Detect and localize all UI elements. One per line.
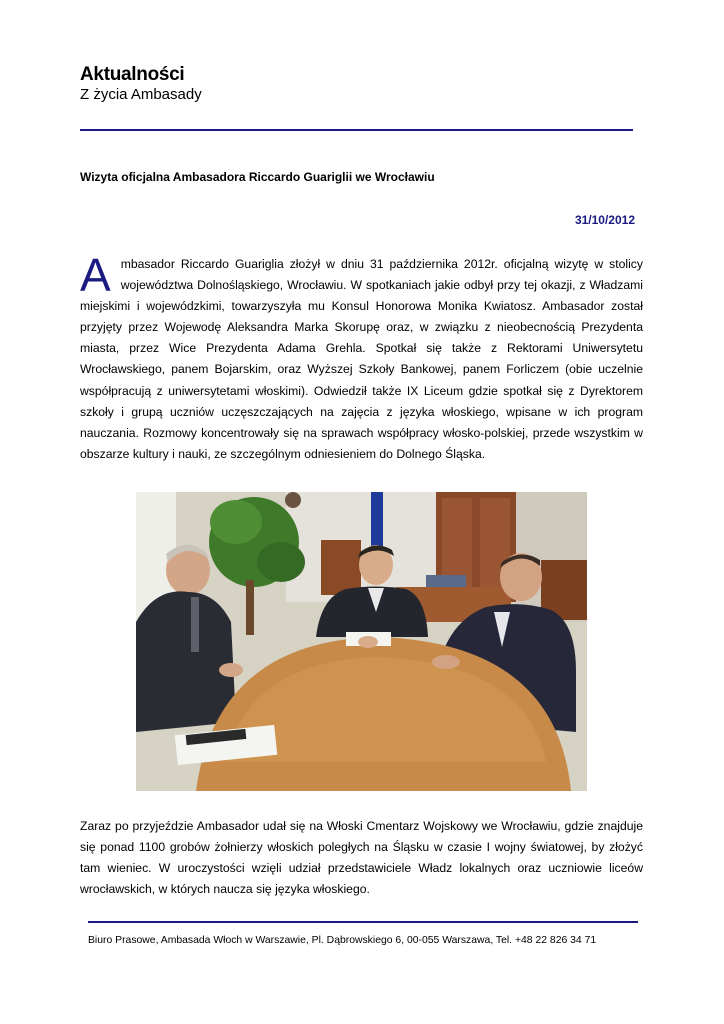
article-paragraph-2: Zaraz po przyjeździe Ambasador udał się na Włoski Cmentarz Wojskowy we Wrocławiu, gdzie znajduje się ponad 1100 grobów żołnierzy włoskich poległych na Śląsku w czasie I wojny światowej, by złożyć tam wieniec. W uroczystości wzięli udział przedstawiciele Władz lokalnych oraz uczniowie liceów wrocławskich, w których naucza się języka włoskiego. <box>80 819 643 897</box>
paragraph-1-text: mbasador Riccardo Guariglia złożył w dniu 31 października 2012r. oficjalną wizytę w stolicy województwa Dolnośląskiego, Wrocławiu. W spotkaniach jakie odbył przy tej okazji, z Władzami miejskimi i wojewódzkimi, towarzyszyła mu Konsul Honorowa Monika Kwiatosz. Ambasador został przyjęty przez Wojewodę Aleksandra Marka Skorupę oraz, w związku z nieobecnością Prezydenta miasta, przez Wice Prezydenta Adama Grehla. Spotkał się także z Rektorami Uniwersytetu Wrocławskiego, panem Bojarskim, oraz Wyższej Szkoły Bankowej, panem Forliczem (obie uczelnie współpracują z uniwersytetami włoskimi). Odwiedził także IX Liceum gdzie spotkał się z Dyrektorem szkoły i grupą uczniów uczęszczających na zajęcia z języka włoskiego, wpisane w ich program nauczania. Rozmowy koncentrowały się na sprawach współpracy włosko-polskiej, przede wszystkim w obszarze kultury i nauki, ze szczególnym odniesieniem do Dolnego Śląska. <box>80 257 643 461</box>
article-title: Wizyta oficjalna Ambasadora Riccardo Guariglii we Wrocławiu <box>80 170 435 184</box>
header-divider <box>80 129 633 131</box>
page-subtitle: Z życia Ambasady <box>80 86 202 103</box>
meeting-photo-illustration <box>136 492 587 791</box>
article-date: 31/10/2012 <box>574 213 635 227</box>
dropcap-letter: A <box>80 249 111 301</box>
footer-contact: Biuro Prasowe, Ambasada Włoch w Warszawie, Pl. Dąbrowskiego 6, 00-055 Warszawa, Tel. +48 22 826 34 71 <box>88 935 597 946</box>
meeting-photo <box>136 492 587 791</box>
page-title: Aktualności <box>80 64 185 85</box>
footer-divider <box>88 921 638 923</box>
article-paragraph-1 <box>80 249 643 465</box>
